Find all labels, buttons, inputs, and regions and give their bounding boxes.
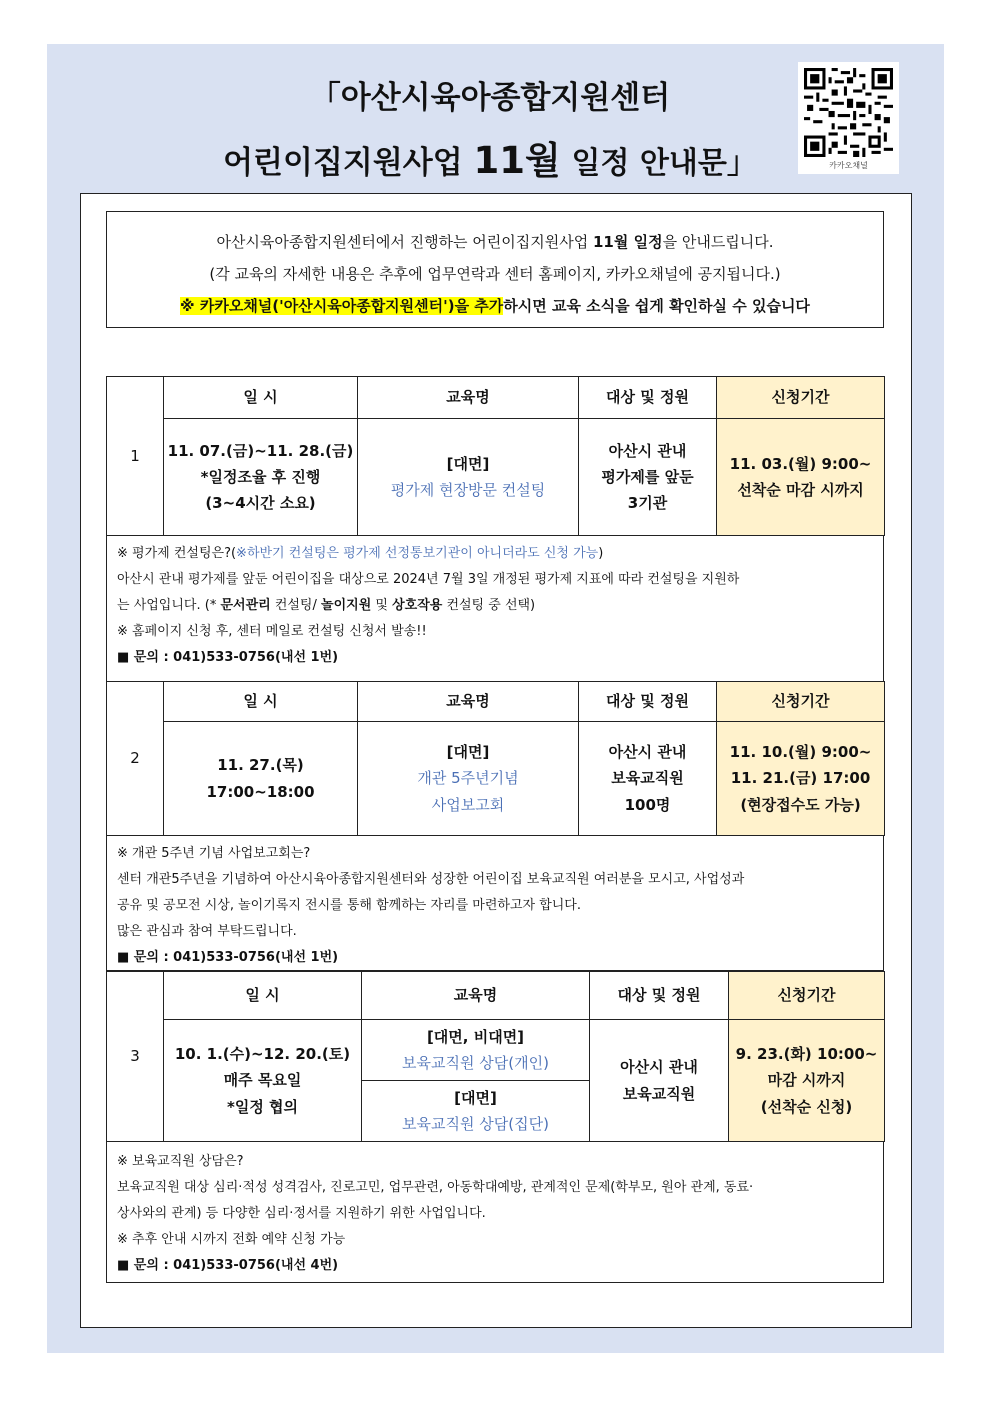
title-month: 11월 bbox=[473, 139, 561, 182]
col-header-period: 신청기간 bbox=[717, 682, 885, 722]
intro-line1: 아산시육아종합지원센터에서 진행하는 어린이집지원사업 11월 일정을 안내드립니다. bbox=[216, 233, 774, 251]
contact-line: ■ 문의 : 041)533-0756(내선 4번) bbox=[117, 1258, 339, 1273]
col-header-course: 교육명 bbox=[358, 377, 579, 419]
period-cell: 9. 23.(화) 10:00~ 마감 시까지 (선착순 신청) bbox=[729, 1020, 885, 1142]
title-program: 어린이집지원사업 bbox=[223, 145, 463, 181]
section-number: 1 bbox=[107, 377, 164, 536]
course-cell-group: [대면] 보육교직원 상담(집단) bbox=[362, 1081, 590, 1142]
period-cell: 11. 03.(월) 9:00~ 선착순 마감 시까지 bbox=[717, 419, 885, 536]
intro-box bbox=[106, 211, 884, 328]
target-cell: 아산시 관내 보육교직원 100명 bbox=[579, 722, 717, 836]
course-cell: [대면] 개관 5주년기념 사업보고회 bbox=[358, 722, 579, 836]
qr-caption: 카카오채널 bbox=[829, 161, 868, 170]
title-suffix: 일정 안내문」 bbox=[571, 146, 757, 181]
col-header-target: 대상 및 정원 bbox=[590, 972, 729, 1020]
col-header-course: 교육명 bbox=[362, 972, 590, 1020]
col-header-date: 일 시 bbox=[164, 972, 362, 1020]
kakao-channel-qr-code[interactable] bbox=[798, 62, 899, 174]
contact-line: ■ 문의 : 041)533-0756(내선 1번) bbox=[117, 950, 339, 965]
section-3-table bbox=[106, 971, 885, 1142]
section-2-notes: ※ 개관 5주년 기념 사업보고회는? 센터 개관5주년을 기념하여 아산시육아종합지원센터와 성장한 어린이집 보육교직원 여러분을 모시고, 사업성과 공유 및 공모전 시상, 놀이기록지 전시를 통해 함께하는 자리를 마련하고자 합니다. 많은 관심과 참여 부탁드립니다. ■ 문의 : 041)533-0756(내선 1번) bbox=[106, 835, 884, 971]
col-header-period: 신청기간 bbox=[717, 377, 885, 419]
section-number: 3 bbox=[107, 972, 164, 1142]
date-cell: 11. 07.(금)~11. 28.(금) *일정조율 후 진행 (3~4시간 소요) bbox=[164, 419, 358, 536]
course-cell-individual: [대면, 비대면] 보육교직원 상담(개인) bbox=[362, 1020, 590, 1081]
course-cell: [대면] 평가제 현장방문 컨설팅 bbox=[358, 419, 579, 536]
col-header-target: 대상 및 정원 bbox=[579, 377, 717, 419]
col-header-date: 일 시 bbox=[164, 377, 358, 419]
target-cell: 아산시 관내 평가제를 앞둔 3기관 bbox=[579, 419, 717, 536]
qr-code-icon bbox=[804, 68, 893, 157]
intro-line2: (각 교육의 자세한 내용은 추후에 업무연락과 센터 홈페이지, 카카오채널에 공지됩니다.) bbox=[209, 265, 781, 283]
section-1-notes: ※ 평가제 컨설팅은?(※하반기 컨설팅은 평가제 선정통보기관이 아니더라도 신청 가능) 아산시 관내 평가제를 앞둔 어린이집을 대상으로 2024년 7월 3일 개정된 평가제 지표에 따라 컨설팅을 지원하 는 사업입니다. (* 문서관리 컨설팅/ 놀이지원 및 상호작용 컨설팅 중 선택) ※ 홈페이지 신청 후, 센터 메일로 컨설팅 신청서 발송!! ■ 문의 : 041)533-0756(내선 1번) bbox=[106, 535, 884, 682]
col-header-period: 신청기간 bbox=[729, 972, 885, 1020]
date-cell: 10. 1.(수)~12. 20.(토) 매주 목요일 *일정 협의 bbox=[164, 1020, 362, 1142]
col-header-date: 일 시 bbox=[164, 682, 358, 722]
section-2-table bbox=[106, 681, 885, 836]
intro-line3: ※ 카카오채널('아산시육아종합지원센터')을 추가하시면 교육 소식을 쉽게 확인하실 수 있습니다 bbox=[180, 297, 810, 315]
kakao-channel-highlight: ※ 카카오채널('아산시육아종합지원센터')을 추가 bbox=[180, 297, 504, 315]
section-number: 2 bbox=[107, 682, 164, 836]
page-title-line2 bbox=[140, 130, 840, 184]
section-1-table bbox=[106, 376, 885, 536]
date-cell: 11. 27.(목) 17:00~18:00 bbox=[164, 722, 358, 836]
page-title-line1: 「아산시육아종합지원센터 bbox=[309, 80, 671, 116]
col-header-target: 대상 및 정원 bbox=[579, 682, 717, 722]
period-cell: 11. 10.(월) 9:00~ 11. 21.(금) 17:00 (현장접수도 가능) bbox=[717, 722, 885, 836]
target-cell: 아산시 관내 보육교직원 bbox=[590, 1020, 729, 1142]
col-header-course: 교육명 bbox=[358, 682, 579, 722]
section-3-notes: ※ 보육교직원 상담은? 보육교직원 대상 심리·적성 성격검사, 진로고민, 업무관련, 아동학대예방, 관계적인 문제(학부모, 원아 관계, 동료· 상사와의 관계) 등 다양한 심리·정서를 지원하기 위한 사업입니다. ※ 추후 안내 시까지 전화 예약 신청 가능 ■ 문의 : 041)533-0756(내선 4번) bbox=[106, 1141, 884, 1283]
contact-line: ■ 문의 : 041)533-0756(내선 1번) bbox=[117, 650, 339, 665]
